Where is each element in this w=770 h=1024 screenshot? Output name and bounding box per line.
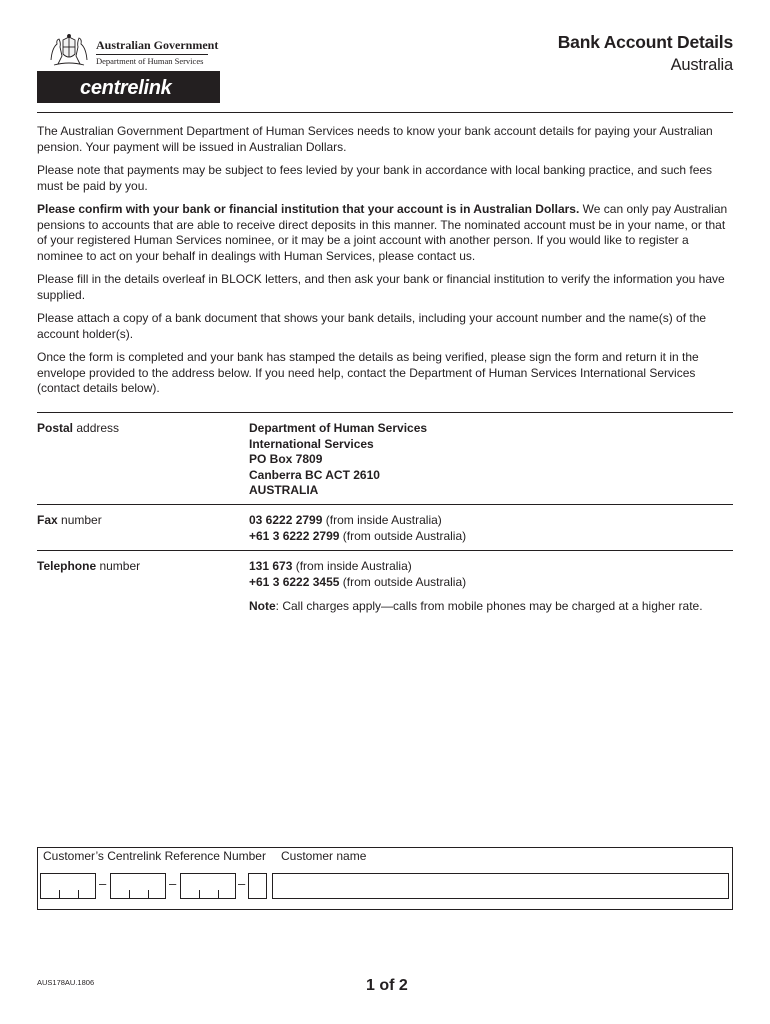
telephone-numbers [249, 559, 466, 590]
fax-numbers [249, 513, 466, 544]
intro-paragraph-3-emphasis: Please confirm with your bank or financial institution that your account is in Australian Dollars. [37, 202, 580, 216]
government-rule [96, 54, 208, 55]
fax-domestic [249, 513, 466, 529]
government-name: Australian Government [96, 38, 219, 52]
intro-paragraph-3-body: We can only pay Australian pensions to accounts that are able to receive direct deposits in this manner. The nominated account must be in your name, or that of your registered Human Services nominee, or it may be a joint account with another person. If you would like to register a nominee to act on your behalf in dealings with Human Services, please contact us. [37, 202, 728, 263]
crn-check-character-input[interactable] [248, 873, 267, 899]
coat-of-arms-icon [48, 34, 90, 68]
telephone-international-number: +61 3 6222 3455 [249, 574, 340, 589]
note-text: : Call charges apply—calls from mobile phones may be charged at a higher rate. [275, 599, 703, 613]
postal-line: Department of Human Services [249, 421, 428, 435]
contact-top-divider [37, 412, 733, 413]
crn-cell-tick [199, 890, 200, 898]
intro-paragraph-6: Once the form is completed and your bank has stamped the details as being verified, please sign the form and return it in the envelope provided to the address below. If you need help, contact the Department of Human Services International Services (contact details below). [37, 350, 699, 395]
crn-cell-tick [148, 890, 149, 898]
intro-paragraph-2: Please note that payments may be subject to fees levied by your bank in accordance with local banking practice, and such fees must be paid by you. [37, 163, 713, 193]
crn-cell-tick [129, 890, 130, 898]
postal-divider [37, 504, 733, 505]
telephone-domestic-note: (from inside Australia) [292, 559, 412, 573]
crn-separator: – [169, 876, 177, 891]
header-divider [37, 112, 733, 113]
telephone-domestic-number: 131 673 [249, 559, 293, 573]
postal-label-rest: address [73, 421, 120, 435]
fax-label-bold: Fax [37, 513, 58, 527]
intro-paragraph-3 [37, 202, 737, 264]
telephone-label-bold: Telephone [37, 559, 97, 573]
postal-line: AUSTRALIA [249, 483, 319, 497]
crn-cell-tick [218, 890, 219, 898]
intro-paragraph-4: Please fill in the details overleaf in BLOCK letters, and then ask your bank or financial institution to verify the information you have supplied. [37, 272, 725, 302]
customer-name-input[interactable] [272, 873, 729, 899]
crn-label: Customer’s Centrelink Reference Number [43, 849, 266, 863]
postal-address [249, 421, 427, 499]
fax-international-number: +61 3 6222 2799 [249, 528, 340, 543]
postal-label-bold: Postal [37, 421, 74, 435]
page-number: 1 of 2 [366, 977, 408, 994]
intro-paragraph-1: The Australian Government Department of Human Services needs to know your bank account details for paying your Australian pension. Your payment will be issued in Australian Dollars. [37, 124, 713, 154]
note-label: Note [249, 599, 276, 613]
form-title: Bank Account Details [557, 32, 733, 52]
crn-separator: – [238, 876, 246, 891]
crn-cell-tick [78, 890, 79, 898]
telephone-label-rest: number [96, 559, 141, 573]
fax-label-rest: number [57, 513, 102, 527]
telephone-international-note: (from outside Australia) [339, 574, 467, 589]
form-code: AUS178AU.1806 [37, 978, 95, 987]
fax-label [37, 513, 102, 529]
postal-label [37, 421, 119, 437]
fax-divider [37, 550, 733, 551]
department-name: Department of Human Services [96, 56, 204, 66]
customer-name-label: Customer name [281, 849, 367, 863]
telephone-international [249, 575, 466, 591]
fax-domestic-number: 03 6222 2799 [249, 513, 323, 527]
postal-line: PO Box 7809 [249, 452, 323, 466]
crn-separator: – [99, 876, 107, 891]
postal-line: Canberra BC ACT 2610 [249, 467, 380, 482]
form-subtitle: Australia [670, 56, 733, 74]
crn-group-1-input[interactable] [40, 873, 96, 899]
crn-group-3-input[interactable] [180, 873, 236, 899]
brand-logo-text: centrelink [80, 77, 172, 99]
crn-cell-tick [59, 890, 60, 898]
intro-paragraph-5: Please attach a copy of a bank document that shows your bank details, including your account number and the name(s) of the account holder(s). [37, 311, 707, 341]
postal-line: International Services [249, 436, 374, 451]
telephone-domestic [249, 559, 466, 575]
fax-domestic-note: (from inside Australia) [322, 513, 442, 527]
crn-group-2-input[interactable] [110, 873, 166, 899]
fax-international-note: (from outside Australia) [339, 528, 467, 543]
fax-international [249, 529, 466, 545]
intro-text [37, 124, 737, 405]
call-charges-note [249, 599, 703, 615]
telephone-label [37, 559, 140, 575]
